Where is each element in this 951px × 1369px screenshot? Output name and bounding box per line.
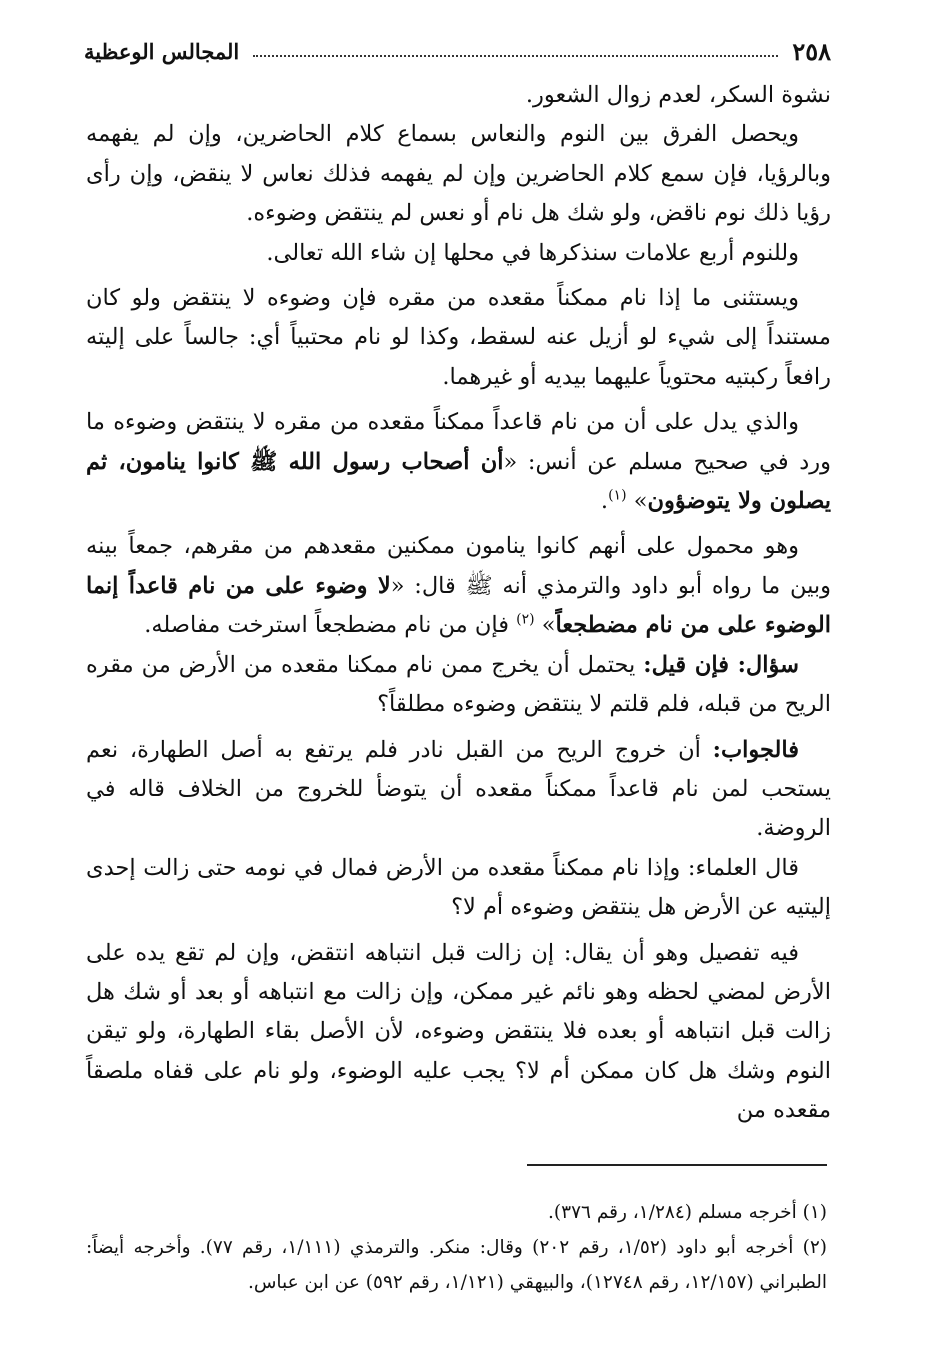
quote-close: » (626, 488, 648, 515)
paragraph-end: . (600, 488, 609, 515)
hadith-quote: أن أصحاب رسول الله ﷺ كانوا ينامون، ثم يصلون ولا يتوضؤون (86, 448, 831, 515)
paragraph-text: والذي يدل على أن من نام قاعداً ممكناً مقعده من مقره لا ينتقض وضوءه ما ورد في صحيح مسلم عن أنس: « (86, 409, 832, 475)
paragraph (86, 403, 831, 521)
answer-label: فالجواب: (712, 736, 799, 763)
paragraph-text: وهو محمول على أنهم كانوا ينامون ممكنين مقعدهم من مقرهم، جمعاً بينه وبين ما رواه أبو داود والترمذي أنه ﷺ قال: « (86, 533, 831, 599)
paragraph (86, 527, 831, 645)
paragraph-text: يحتمل أن يخرج ممن نام ممكنا مقعده من الأرض من مقره الريح من قبله، فلم قلتم لا ينتقض وضوءه مطلقاً؟ (86, 651, 831, 718)
paragraph-end: فإن من نام مضطجعاً استرخت مفاصله. (144, 612, 517, 639)
footnote-ref: (٢) (516, 611, 535, 628)
footnote-ref: (١) (608, 487, 627, 504)
paragraph: فيه تفصيل وهو أن يقال: إن زالت قبل انتباهه انتقض، وإن لم تقع يده على الأرض لمضي لحظه وهو نائم غير ممكن، وإن زالت مع انتباهه أو بعد أو شك هل زالت قبل انتباهه أو بعده فلا ينتقض وضوءه، لأن الأصل بقاء الطهارة، ولو تيقن النوم وشك هل كان ممكن أم لا؟ يجب عليه الوضوء، ولو نام على قفاه ملصقاً مقعده من (86, 939, 831, 1124)
paragraph (86, 731, 831, 849)
header-dotted-leader (253, 45, 778, 57)
page-header (84, 34, 831, 68)
footnote: (١) أخرجه مسلم (١/٢٨٤، رقم ٣٧٦). (548, 1202, 827, 1223)
paragraph: قال العلماء: وإذا نام ممكناً مقعده من الأرض فمال في نومه حتى زالت إحدى إليتيه عن الأرض هل ينتقض وضوءه أم لا؟ (86, 854, 831, 921)
quote-close: » (534, 612, 556, 639)
paragraph: ويستثنى ما إذا نام ممكناً مقعده من مقره فإن وضوءه لا ينتقض ولو كان مستنداً إلى شيء لو أزيل عنه لسقط، وكذا لو نام محتبياً أي: جالساً على إليته رافعاً ركبتيه محتوياً عليهما بيديه أو غيرهما. (86, 285, 831, 390)
hadith-quote: لا وضوء على من نام قاعداً إنما الوضوء على من نام مضطجعاً (86, 572, 831, 639)
main-text (86, 76, 831, 1131)
paragraph (86, 646, 831, 725)
page-number: ٢٥٨ (792, 36, 831, 66)
paragraph: نشوة السكر، لعدم زوال الشعور. (525, 82, 831, 108)
paragraph: وللنوم أربع علامات سنذكرها في محلها إن شاء الله تعالى. (266, 239, 799, 266)
running-title: المجالس الوعظية (84, 38, 240, 64)
paragraph: ويحصل الفرق بين النوم والنعاس بسماع كلام الحاضرين، وإن لم يفهمه وبالرؤيا، فإن سمع كلام الحاضرين وإن لم يفهمه فذلك نعاس لا ينقض، وإن رأى رؤيا ذلك نوم ناقض، ولو شك هل نام أو نعس لم ينتقض وضوءه. (86, 121, 831, 227)
footnote: (٢) أخرجه أبو داود (١/٥٢، رقم ٢٠٢) وقال: منكر. والترمذي (١/١١١، رقم ٧٧). وأخرجه أيضاً: الطبراني (١٢/١٥٧، رقم ١٢٧٤٨)، والبيهقي (١/١٢١، رقم ٥٩٢) عن ابن عباس. (86, 1237, 827, 1293)
footnote-separator (527, 1164, 827, 1166)
question-label: سؤال: فإن قيل: (643, 651, 799, 678)
paragraph-text: أن خروج الريح من القبل نادر فلم يرتفع به أصل الطهارة، نعم يستحب لمن نام قاعداً ممكناً مقعده أن يتوضأ للخروج من الخلاف قاله في الروضة. (86, 736, 831, 842)
footnotes (86, 1195, 827, 1300)
